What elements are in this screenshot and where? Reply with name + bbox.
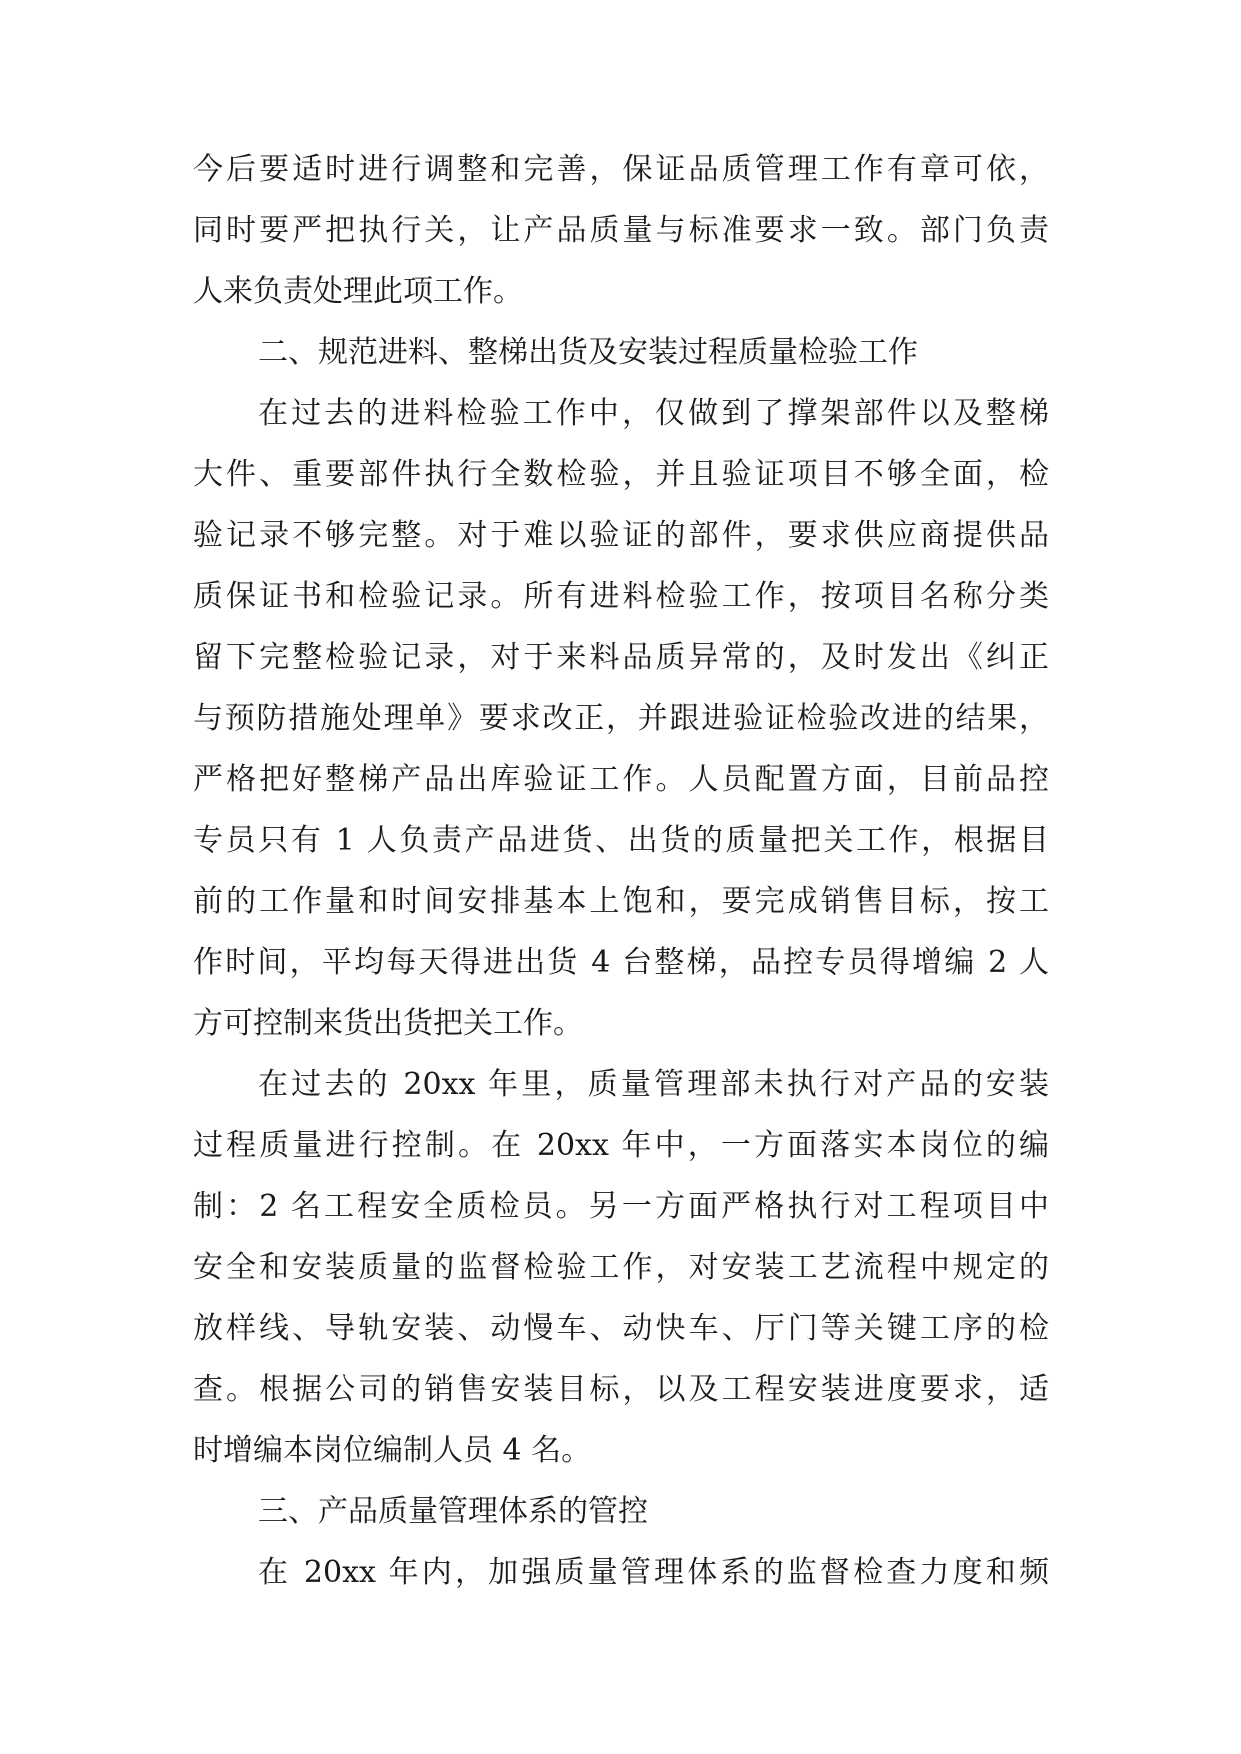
paragraph-line: 在过去的进料检验工作中，仅做到了撑架部件以及整梯 (258, 396, 1049, 431)
paragraph-line: 在过去的 20xx 年里，质量管理部未执行对产品的安装 (258, 1067, 1049, 1102)
paragraph-line: 验记录不够完整。对于难以验证的部件，要求供应商提供品 (193, 518, 1049, 553)
paragraph-line: 大件、重要部件执行全数检验，并且验证项目不够全面，检 (193, 457, 1049, 492)
section-heading: 二、规范进料、整梯出货及安装过程质量检验工作 (258, 335, 918, 370)
paragraph-line: 质保证书和检验记录。所有进料检验工作，按项目名称分类 (193, 579, 1049, 614)
paragraph-line: 今后要适时进行调整和完善，保证品质管理工作有章可依， (193, 152, 1049, 187)
paragraph-line: 与预防措施处理单》要求改正，并跟进验证检验改进的结果， (193, 701, 1049, 736)
paragraph-line: 安全和安装质量的监督检验工作，对安装工艺流程中规定的 (193, 1250, 1049, 1285)
paragraph-line: 时增编本岗位编制人员 4 名。 (193, 1433, 592, 1468)
paragraph-line: 专员只有 1 人负责产品进货、出货的质量把关工作，根据目 (193, 823, 1049, 858)
paragraph-line: 前的工作量和时间安排基本上饱和，要完成销售目标，按工 (193, 884, 1049, 919)
paragraph-line: 方可控制来货出货把关工作。 (193, 1006, 583, 1041)
paragraph-line: 过程质量进行控制。在 20xx 年中，一方面落实本岗位的编 (193, 1128, 1049, 1163)
paragraph-line: 人来负责处理此项工作。 (193, 274, 523, 309)
paragraph-line: 同时要严把执行关，让产品质量与标准要求一致。部门负责 (193, 213, 1049, 248)
paragraph-line: 查。根据公司的销售安装目标，以及工程安装进度要求，适 (193, 1372, 1049, 1407)
paragraph-line: 放样线、导轨安装、动慢车、动快车、厅门等关键工序的检 (193, 1311, 1049, 1346)
paragraph-line: 作时间，平均每天得进出货 4 台整梯，品控专员得增编 2 人 (193, 945, 1049, 980)
paragraph-line: 严格把好整梯产品出库验证工作。人员配置方面，目前品控 (193, 762, 1049, 797)
paragraph-line: 在 20xx 年内，加强质量管理体系的监督检查力度和频 (258, 1555, 1049, 1590)
paragraph-line: 制：2 名工程安全质检员。另一方面严格执行对工程项目中 (193, 1189, 1049, 1224)
section-heading: 三、产品质量管理体系的管控 (258, 1494, 648, 1529)
paragraph-line: 留下完整检验记录，对于来料品质异常的，及时发出《纠正 (193, 640, 1049, 675)
